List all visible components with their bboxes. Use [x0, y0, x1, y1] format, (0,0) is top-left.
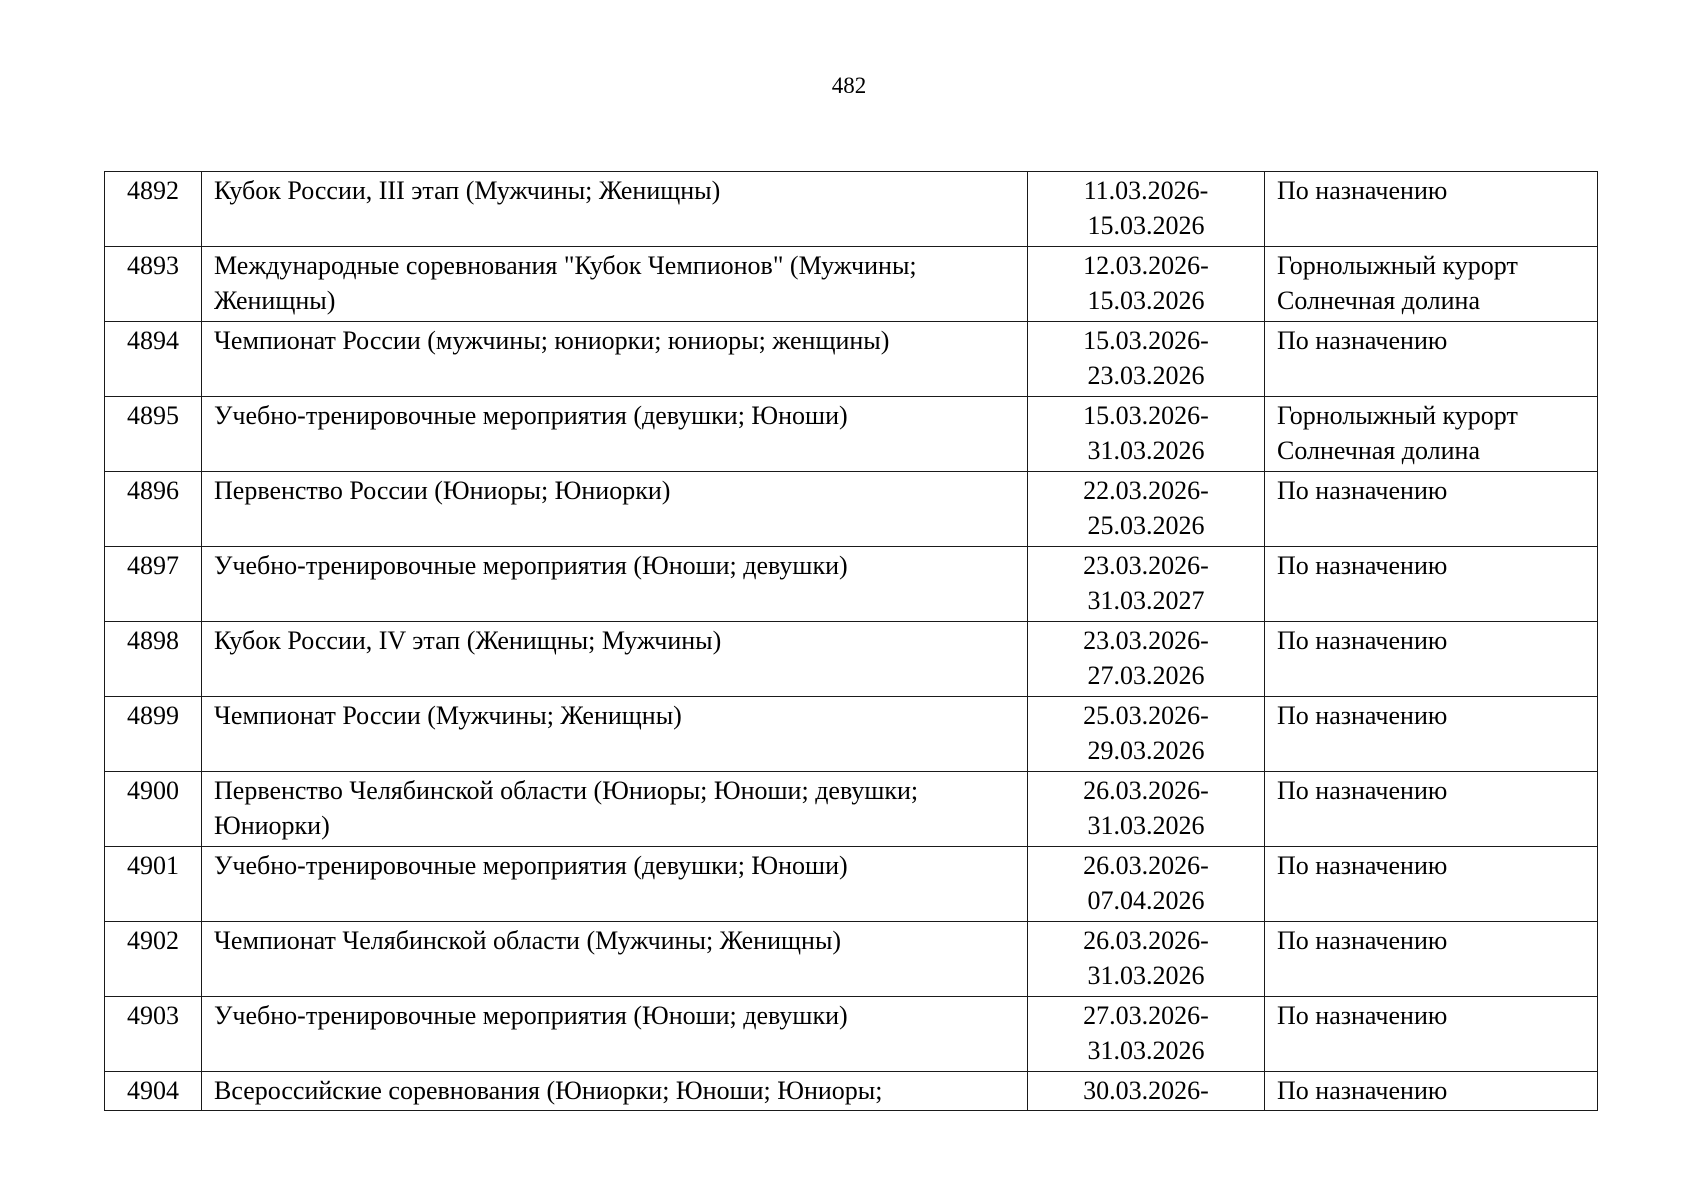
place-line: По назначению — [1277, 176, 1448, 205]
event-name: Всероссийские соревнования (Юниорки; Юноши; Юниоры; — [202, 1072, 1028, 1111]
row-number: 4898 — [105, 622, 202, 697]
event-dates — [1028, 772, 1265, 847]
event-place — [1265, 622, 1598, 697]
event-name: Кубок России, IV этап (Женищны; Мужчины) — [202, 622, 1028, 697]
place-line: По назначению — [1277, 551, 1448, 580]
event-name: Чемпионат Челябинской области (Мужчины; Женищны) — [202, 922, 1028, 997]
event-dates — [1028, 922, 1265, 997]
table-row — [105, 697, 1598, 772]
place-line: По назначению — [1277, 776, 1448, 805]
event-dates — [1028, 172, 1265, 247]
event-name: Чемпионат России (Мужчины; Женищны) — [202, 697, 1028, 772]
place-line: По назначению — [1277, 326, 1448, 355]
event-place — [1265, 1072, 1598, 1111]
place-line: По назначению — [1277, 851, 1448, 880]
table-row — [105, 772, 1598, 847]
date-end: 07.04.2026 — [1087, 886, 1205, 915]
place-line: По назначению — [1277, 626, 1448, 655]
event-place — [1265, 697, 1598, 772]
event-name: Учебно-тренировочные мероприятия (Юноши; девушки) — [202, 997, 1028, 1072]
event-place — [1265, 922, 1598, 997]
date-start: 30.03.2026- — [1083, 1076, 1209, 1105]
event-place — [1265, 322, 1598, 397]
event-place — [1265, 847, 1598, 922]
date-start: 11.03.2026- — [1083, 176, 1209, 205]
place-line: По назначению — [1277, 926, 1448, 955]
event-dates — [1028, 247, 1265, 322]
row-number: 4893 — [105, 247, 202, 322]
event-name: Учебно-тренировочные мероприятия (Юноши; девушки) — [202, 547, 1028, 622]
page-number: 482 — [831, 73, 867, 98]
row-number: 4903 — [105, 997, 202, 1072]
date-start: 12.03.2026- — [1083, 251, 1209, 280]
table-row — [105, 1072, 1598, 1111]
date-end: 25.03.2026 — [1087, 511, 1205, 540]
row-number: 4894 — [105, 322, 202, 397]
event-name: Учебно-тренировочные мероприятия (девушки; Юноши) — [202, 847, 1028, 922]
place-line-2: Солнечная долина — [1277, 286, 1480, 315]
place-line: По назначению — [1277, 701, 1448, 730]
date-end: 31.03.2027 — [1087, 586, 1205, 615]
event-name: Международные соревнования "Кубок Чемпионов" (Мужчины; Женищны) — [202, 247, 1028, 322]
event-dates — [1028, 1072, 1265, 1111]
table-row — [105, 847, 1598, 922]
event-place — [1265, 547, 1598, 622]
event-dates — [1028, 847, 1265, 922]
date-start: 23.03.2026- — [1083, 551, 1209, 580]
event-name: Первенство России (Юниоры; Юниорки) — [202, 472, 1028, 547]
row-number: 4904 — [105, 1072, 202, 1111]
place-line: Горнолыжный курорт — [1277, 251, 1518, 280]
place-line-2: Солнечная долина — [1277, 436, 1480, 465]
date-start: 26.03.2026- — [1083, 926, 1209, 955]
date-end: 15.03.2026 — [1087, 211, 1205, 240]
date-start: 23.03.2026- — [1083, 626, 1209, 655]
table-row — [105, 622, 1598, 697]
date-start: 15.03.2026- — [1083, 326, 1209, 355]
table-row — [105, 322, 1598, 397]
row-number: 4902 — [105, 922, 202, 997]
table-row — [105, 547, 1598, 622]
table-row — [105, 247, 1598, 322]
event-dates — [1028, 322, 1265, 397]
table-row — [105, 997, 1598, 1072]
event-place — [1265, 397, 1598, 472]
date-start: 25.03.2026- — [1083, 701, 1209, 730]
date-end: 31.03.2026 — [1087, 436, 1205, 465]
event-name: Кубок России, III этап (Мужчины; Женищны) — [202, 172, 1028, 247]
table-row — [105, 172, 1598, 247]
event-dates — [1028, 622, 1265, 697]
place-line: По назначению — [1277, 476, 1448, 505]
date-start: 22.03.2026- — [1083, 476, 1209, 505]
date-start: 26.03.2026- — [1083, 851, 1209, 880]
event-place — [1265, 247, 1598, 322]
row-number: 4895 — [105, 397, 202, 472]
place-line: По назначению — [1277, 1001, 1448, 1030]
table-row — [105, 472, 1598, 547]
row-number: 4892 — [105, 172, 202, 247]
date-start: 26.03.2026- — [1083, 776, 1209, 805]
event-dates — [1028, 997, 1265, 1072]
date-end: 23.03.2026 — [1087, 361, 1205, 390]
event-name: Учебно-тренировочные мероприятия (девушки; Юноши) — [202, 397, 1028, 472]
date-start: 27.03.2026- — [1083, 1001, 1209, 1030]
table-row — [105, 397, 1598, 472]
date-end: 27.03.2026 — [1087, 661, 1205, 690]
row-number: 4897 — [105, 547, 202, 622]
event-dates — [1028, 697, 1265, 772]
date-start: 15.03.2026- — [1083, 401, 1209, 430]
date-end: 31.03.2026 — [1087, 1036, 1205, 1065]
row-number: 4899 — [105, 697, 202, 772]
place-line: Горнолыжный курорт — [1277, 401, 1518, 430]
event-name: Чемпионат России (мужчины; юниорки; юниоры; женщины) — [202, 322, 1028, 397]
row-number: 4900 — [105, 772, 202, 847]
row-number: 4896 — [105, 472, 202, 547]
date-end: 31.03.2026 — [1087, 961, 1205, 990]
place-line: По назначению — [1277, 1076, 1448, 1105]
date-end: 15.03.2026 — [1087, 286, 1205, 315]
table-row — [105, 922, 1598, 997]
event-place — [1265, 772, 1598, 847]
events-table — [104, 171, 1598, 1111]
event-name: Первенство Челябинской области (Юниоры; Юноши; девушки; Юниорки) — [202, 772, 1028, 847]
event-place — [1265, 172, 1598, 247]
date-end: 31.03.2026 — [1087, 811, 1205, 840]
event-dates — [1028, 472, 1265, 547]
event-place — [1265, 997, 1598, 1072]
row-number: 4901 — [105, 847, 202, 922]
date-end: 29.03.2026 — [1087, 736, 1205, 765]
event-dates — [1028, 397, 1265, 472]
event-place — [1265, 472, 1598, 547]
event-dates — [1028, 547, 1265, 622]
